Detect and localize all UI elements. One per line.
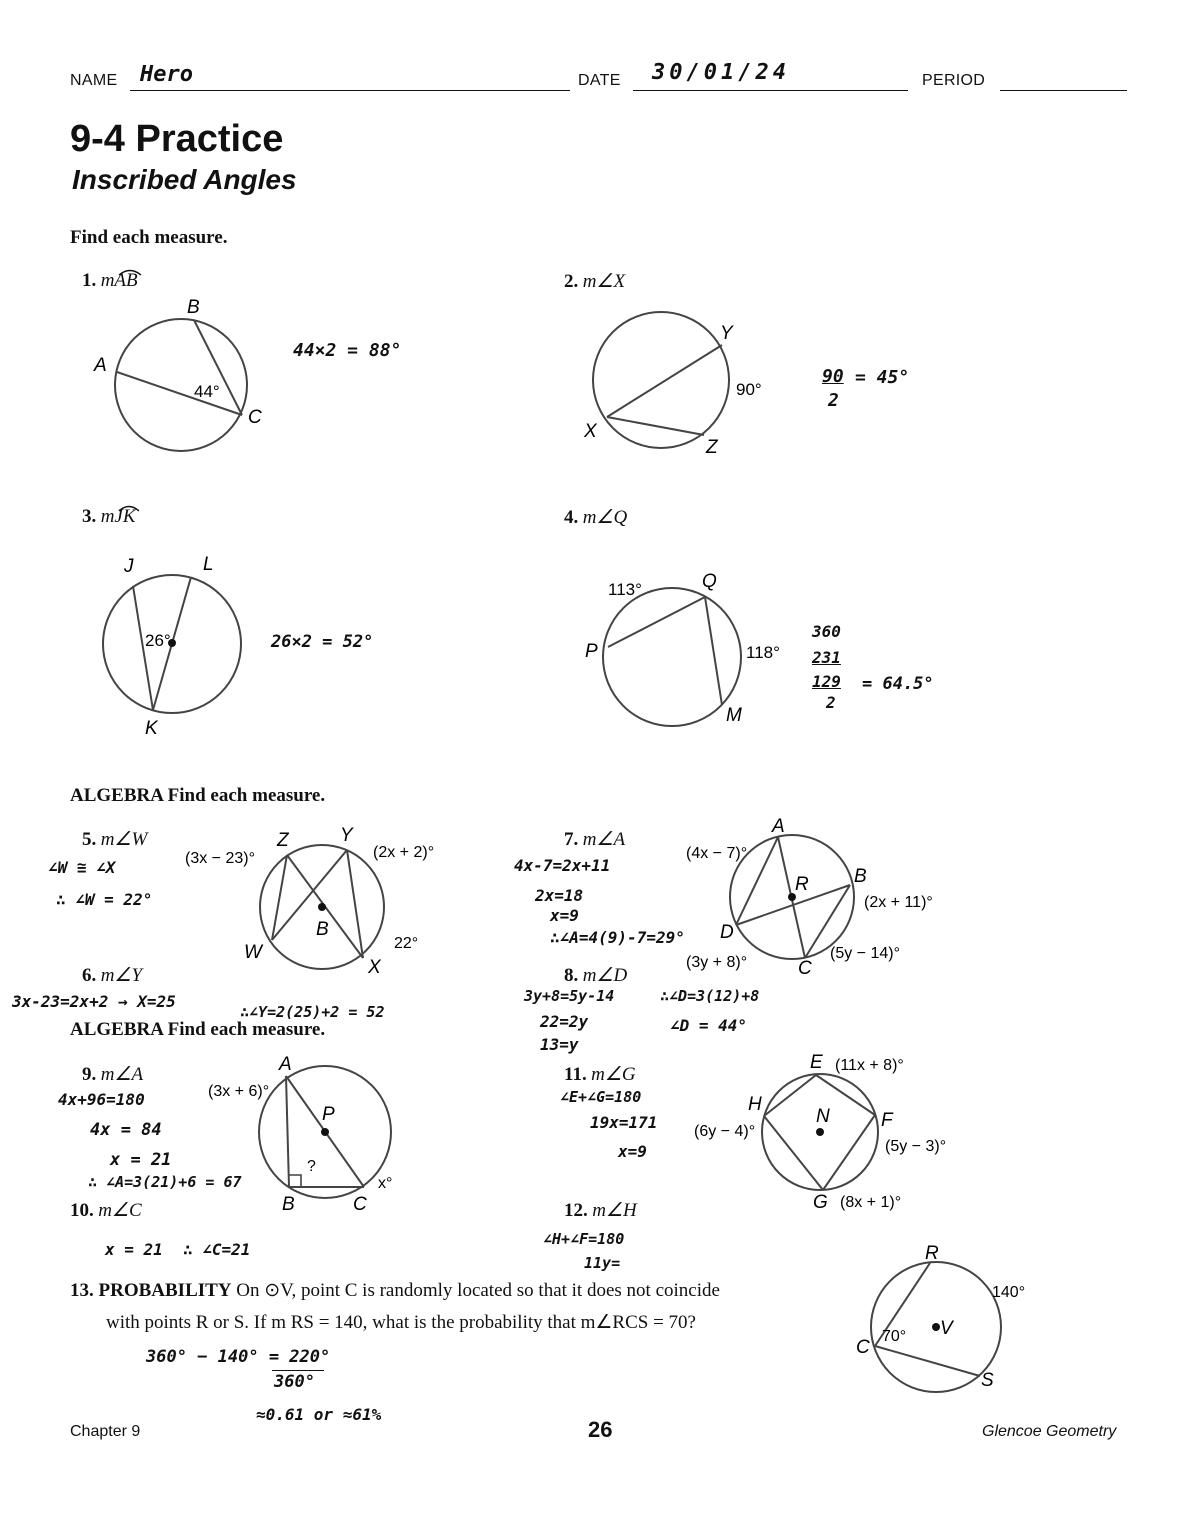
label-H: H [748,1094,762,1115]
label-C: C [248,407,262,428]
date-line[interactable] [633,90,908,91]
work-8-b: 22=2y [540,1012,589,1031]
problem-expression: m∠G [591,1064,636,1085]
problem-text-1: On ⊙V, point C is randomly located so that it does not coincide [236,1280,720,1301]
work-2-num: 90 [822,366,844,387]
work-10-b: ∴ ∠C=21 [183,1240,251,1259]
problem-8-label [564,964,627,987]
arc-label-118: 118° [746,643,780,662]
label-F: F [881,1110,893,1131]
problem-expression [101,270,138,291]
work-8-c: 13=y [540,1035,579,1054]
label-Z: Z [706,437,718,458]
work-5-a: ∠W ≅ ∠X [48,858,116,877]
problem-3-label [82,506,136,528]
work-12-a: ∠H+∠F=180 [543,1230,625,1248]
work-2-den: 2 [828,390,839,411]
label-B: B [854,866,867,887]
question-mark: ? [307,1158,316,1175]
work-11-c: x=9 [618,1142,647,1161]
label-A: A [772,816,785,837]
work-8-d: ∴∠D=3(12)+8 [660,987,760,1005]
work-9-a: 4x+96=180 [58,1090,145,1109]
label-C: C [856,1337,870,1358]
label-Y: Y [720,323,733,344]
period-line[interactable] [1000,90,1127,91]
work-13-fraction-bar [272,1370,324,1371]
footer-chapter: Chapter 9 [70,1423,141,1440]
problem-9-label [82,1063,143,1086]
problem-number: 4. [564,507,579,528]
work-6-b: ∴∠Y=2(25)+2 = 52 [240,1003,385,1021]
angle-expr-1: (3x − 23)° [185,850,255,867]
work-13-c: ≈0.61 or ≈61% [256,1405,382,1424]
problem-number: 6. [82,965,97,986]
date-label: DATE [578,72,621,89]
problem-number: 1. [82,270,97,291]
work-4-c: 129 [812,672,841,691]
label-B: B [316,919,329,940]
label-J: J [124,556,134,577]
page-subtitle: Inscribed Angles [72,164,297,195]
angle-expr-4: (8x + 1)° [840,1194,902,1211]
problem-5-label [82,828,147,851]
problem-expression: m∠H [592,1200,637,1221]
label-R: R [925,1243,939,1264]
problem-1-label [82,270,138,292]
angle-label: 70° [882,1328,907,1345]
work-4-a: 360 [812,622,841,641]
angle-expr-2: x° [378,1175,393,1192]
problem-number: 8. [564,965,579,986]
problem-12-label [564,1199,637,1222]
work-9-c: x = 21 [110,1150,172,1170]
label-A: A [94,355,107,376]
label-Z: Z [277,830,289,851]
label-E: E [810,1052,823,1073]
label-X: X [584,421,597,442]
work-3: 26×2 = 52° [271,632,374,652]
problem-number: 9. [82,1064,97,1085]
work-11-b: 19x=171 [590,1113,658,1132]
expr-text: mJK [100,506,136,527]
angle-expr-1: (3x + 6)° [208,1083,270,1100]
work-10-a: x = 21 [105,1240,163,1259]
label-W: W [244,942,262,963]
work-12-b: 11y= [584,1254,621,1272]
label-Q: Q [702,571,717,592]
work-6-a: 3x-23=2x+2 → X=25 [12,992,176,1011]
arc-mark-icon [117,268,143,276]
problem-number: 7. [564,829,579,850]
figure-2-circle [580,305,780,465]
figure-7-circle [680,812,960,982]
problem-13-line2: with points R or S. If m RS = 140, what is the probability that m∠RCS = 70? [106,1312,696,1333]
work-7-d: ∴∠A=4(9)-7=29° [550,928,685,947]
period-label: PERIOD [922,72,986,89]
work-7-a: 4x-7=2x+11 [514,856,611,875]
problem-expression: m∠D [582,965,628,986]
arc-mark-icon [117,504,141,512]
name-line[interactable] [130,90,570,91]
work-1: 44×2 = 88° [293,340,402,361]
problem-expression: m∠Q [582,507,628,528]
problem-number: 2. [564,271,579,292]
label-P: P [322,1104,335,1125]
footer-book: Glencoe Geometry [982,1423,1117,1440]
problem-number: 11. [564,1064,587,1085]
problem-expression: m∠A [582,829,626,850]
angle-expr-2: (6y − 4)° [694,1123,756,1140]
name-label: NAME [70,72,118,89]
work-4-b: 231 [812,648,841,667]
footer-page-number: 26 [588,1417,613,1442]
label-N: N [816,1106,830,1127]
problem-number: 5. [82,829,97,850]
name-value: Hero [140,62,193,87]
instructions-algebra: ALGEBRA Find each measure. [70,785,326,806]
problem-number: 3. [82,506,97,527]
label-V: V [940,1318,953,1339]
work-13-b: 360° [274,1372,315,1392]
angle-expr-4: (5y − 14)° [830,945,900,962]
figure-13-circle [850,1245,1050,1395]
arc-label: 140° [992,1284,1026,1301]
problem-expression: m∠W [100,829,148,850]
angle-expr-3: (5y − 3)° [885,1138,947,1155]
work-8-e: ∠D = 44° [670,1016,748,1035]
label-B: B [282,1194,295,1215]
work-9-d: ∴ ∠A=3(21)+6 = 67 [88,1173,242,1191]
angle-expr-3: 22° [394,935,419,952]
arc-label-113: 113° [608,580,642,599]
problem-10-label [70,1199,142,1222]
label-C: C [798,958,812,979]
label-C: C [353,1194,367,1215]
work-8-a: 3y+8=5y-14 [524,987,615,1005]
label-K: K [145,718,158,739]
work-4-d: 2 [826,693,836,712]
instructions-find: Find each measure. [70,227,228,248]
work-7-c: x=9 [550,906,579,925]
instructions-algebra-2: ALGEBRA Find each measure. [70,1019,326,1040]
work-9-b: 4x = 84 [90,1120,162,1140]
work-4-e: = 64.5° [862,674,934,694]
problem-expression: m∠C [98,1200,142,1221]
label-S: S [981,1370,994,1391]
problem-number: 10. [70,1200,94,1221]
angle-expr-1: (4x − 7)° [686,845,748,862]
label-M: M [726,705,742,726]
label-G: G [813,1192,828,1213]
work-13-a: 360° − 140° = 220° [146,1347,331,1367]
problem-7-label [564,828,625,851]
problem-expression: m∠A [100,1064,144,1085]
figure-5-circle [180,815,460,985]
problem-expression: m∠Y [100,965,143,986]
problem-expression: m∠X [582,271,626,292]
problem-number: 12. [564,1200,588,1221]
work-11-a: ∠E+∠G=180 [560,1088,642,1106]
problem-4-label [564,506,627,529]
problem-number: 13. [70,1280,94,1301]
label-B: B [187,297,200,318]
problem-category: PROBABILITY [98,1280,232,1301]
problem-2-label [564,270,625,293]
figure-1-circle [90,295,270,465]
figure-9-circle [205,1050,415,1220]
problem-11-label [564,1063,636,1086]
work-2-result: = 45° [855,367,910,388]
page-title: 9-4 Practice [70,118,284,160]
date-value: 30/01/24 [652,60,790,85]
problem-6-label [82,964,142,987]
arc-label: 90° [736,380,762,399]
angle-expr-1: (11x + 8)° [835,1057,904,1074]
expr-text: mAB [100,270,138,291]
label-L: L [203,554,214,575]
label-R: R [795,874,809,895]
label-P: P [585,641,598,662]
angle-label: 26° [145,631,171,650]
problem-13-line1 [70,1279,720,1302]
angle-label: 44° [194,382,220,401]
angle-expr-2: (2x + 2)° [373,844,435,861]
figure-4-circle [580,565,800,735]
label-Y: Y [340,825,353,846]
problem-expression [101,506,136,527]
angle-expr-3: (3y + 8)° [686,954,748,971]
figure-3-circle [95,550,255,740]
label-A: A [279,1054,292,1075]
work-5-b: ∴ ∠W = 22° [56,890,153,909]
work-7-b: 2x=18 [535,886,584,905]
label-D: D [720,922,734,943]
label-X: X [368,957,381,978]
angle-expr-2: (2x + 11)° [864,894,933,911]
figure-11-circle [690,1050,960,1220]
